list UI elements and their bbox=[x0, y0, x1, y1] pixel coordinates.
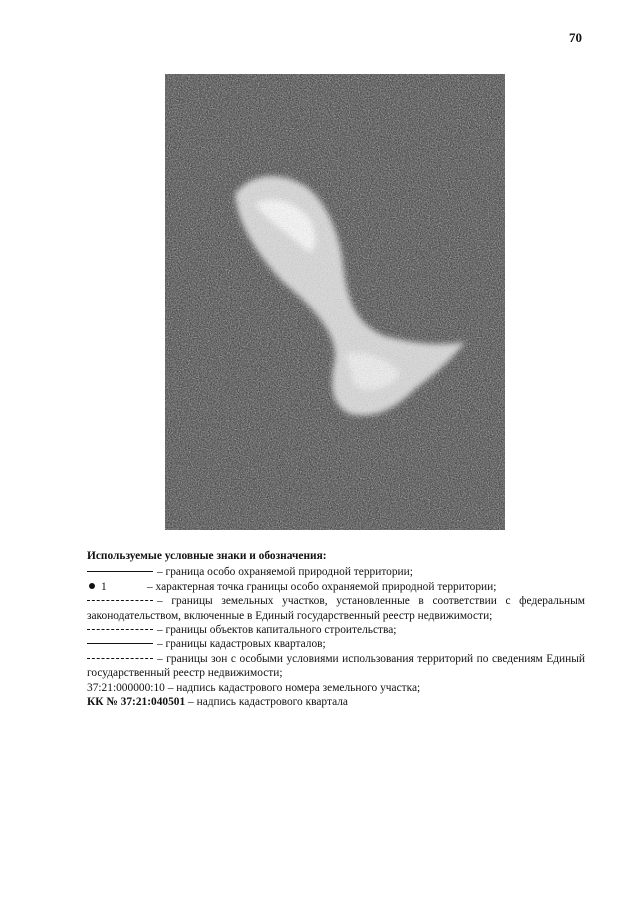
legend-item-special-zones bbox=[87, 652, 585, 681]
legend-item-plot-number-label bbox=[87, 681, 585, 695]
legend-text: – границы земельных участков, установленные в соответствии с федеральным законодательством, включенные в Единый государственный реестр недвижимости; bbox=[87, 595, 585, 622]
legend-text: – границы кадастровых кварталов; bbox=[157, 638, 326, 651]
cadastral-number-sample: 37:21:000000:10 bbox=[87, 681, 165, 694]
legend-item-oopt-boundary bbox=[87, 565, 585, 579]
legend-item-land-plots bbox=[87, 594, 585, 623]
point-icon bbox=[89, 583, 95, 589]
thin-line-symbol bbox=[87, 629, 153, 630]
legend-text: – характерная точка границы особо охраняемой природной территории; bbox=[147, 580, 497, 593]
legend-text: – надпись кадастрового номера земельного участка; bbox=[164, 681, 421, 694]
legend-item-characteristic-point bbox=[87, 580, 585, 594]
legend-item-quarter-label bbox=[87, 695, 585, 709]
cadastral-quarter-sample: КК № 37:21:040501 bbox=[87, 696, 186, 709]
legend-text: – граница особо охраняемой природной территории; bbox=[157, 566, 413, 579]
legend-text: – границы зон с особыми условиями использования территорий по сведениям Единый государственный реестр недвижимости; bbox=[87, 652, 585, 680]
satellite-map-image bbox=[165, 74, 505, 530]
thin-line-symbol bbox=[87, 600, 153, 601]
legend-item-capital-objects bbox=[87, 623, 585, 637]
solid-line-symbol bbox=[87, 571, 153, 572]
solid-line-symbol bbox=[87, 643, 153, 644]
page-number: 70 bbox=[569, 30, 582, 45]
point-label: 1 bbox=[101, 580, 107, 593]
legend-item-cadastral-quarters bbox=[87, 637, 585, 651]
legend-text: – надпись кадастрового квартала bbox=[185, 696, 348, 709]
legend bbox=[87, 549, 585, 709]
thin-line-symbol bbox=[87, 658, 153, 659]
legend-title: Используемые условные знаки и обозначения: bbox=[87, 550, 327, 562]
legend-text: – границы объектов капитального строительства; bbox=[157, 624, 397, 637]
